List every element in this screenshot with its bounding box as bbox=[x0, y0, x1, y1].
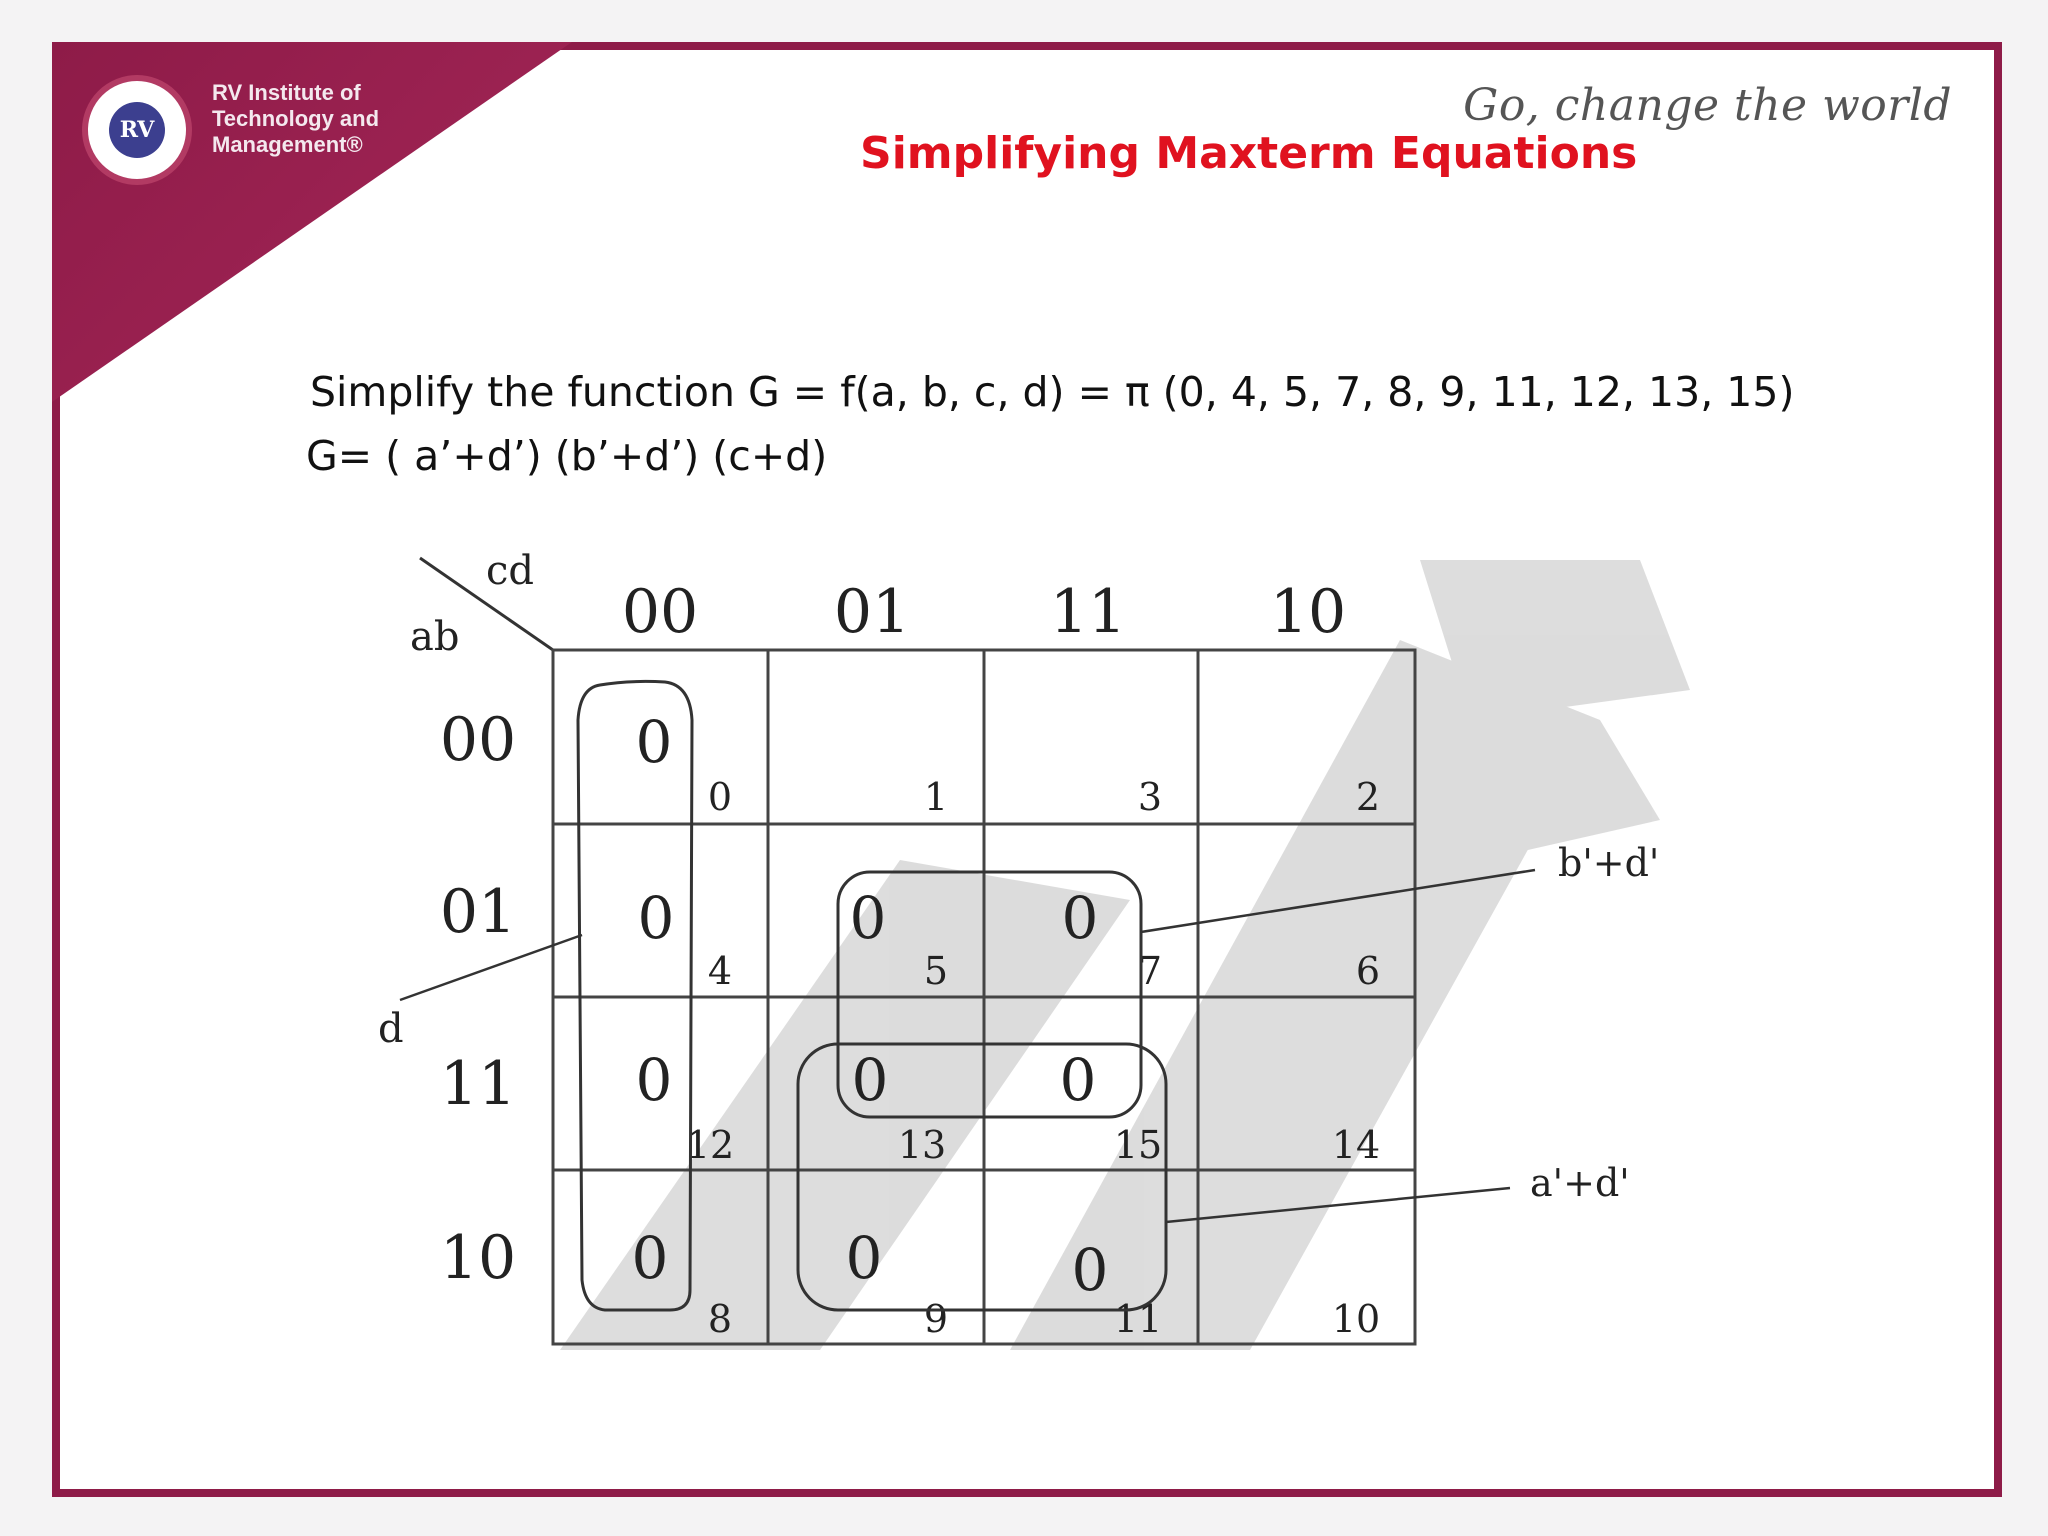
kmap-cell-index: 12 bbox=[685, 1123, 735, 1167]
slide-title: Simplifying Maxterm Equations bbox=[860, 128, 1638, 179]
kmap-cell-value: 0 bbox=[637, 884, 675, 952]
kmap-col-header: 10 bbox=[1269, 577, 1347, 647]
kmap-cell-value: 0 bbox=[1061, 884, 1099, 952]
kmap-row-header: 00 bbox=[439, 705, 517, 775]
kmap-row-header: 10 bbox=[439, 1223, 517, 1293]
kmap-cell-value: 0 bbox=[851, 1046, 889, 1114]
institute-name-line-3: Management® bbox=[212, 132, 363, 157]
kmap-cell-index: 3 bbox=[1137, 775, 1163, 819]
kmap-col-variable: cd bbox=[486, 548, 535, 594]
kmap-cell-value: 0 bbox=[1071, 1236, 1109, 1304]
kmap-cell-index: 7 bbox=[1137, 949, 1163, 993]
kmap-cell-index: 9 bbox=[923, 1297, 949, 1341]
kmap-cell-index: 14 bbox=[1331, 1123, 1381, 1167]
kmap-cell-index: 6 bbox=[1355, 949, 1381, 993]
kmap-row-variable: ab bbox=[410, 614, 460, 660]
kmap-cell-value: 0 bbox=[635, 1046, 673, 1114]
kmap-cell-index: 2 bbox=[1355, 775, 1381, 819]
kmap-cell-index: 8 bbox=[707, 1297, 733, 1341]
problem-statement: Simplify the function G = f(a, b, c, d) = π (0, 4, 5, 7, 8, 9, 11, 12, 13, 15) bbox=[310, 368, 1795, 416]
simplified-answer: G= ( a’+d’) (b’+d’) (c+d) bbox=[306, 432, 828, 480]
kmap-row-header: 01 bbox=[439, 877, 517, 947]
tagline: Go, change the world bbox=[1463, 80, 1952, 131]
kmap-col-header: 01 bbox=[833, 577, 911, 647]
kmap-col-header: 00 bbox=[621, 577, 699, 647]
group-label-b-prime-d-prime: b'+d' bbox=[1558, 841, 1660, 885]
kmap-cell-index: 15 bbox=[1113, 1123, 1163, 1167]
kmap-col-header: 11 bbox=[1049, 577, 1127, 647]
kmap-row-headers bbox=[440, 705, 516, 1293]
kmap-row-header: 11 bbox=[439, 1049, 517, 1119]
group-label-a-prime-d-prime: a'+d' bbox=[1530, 1161, 1630, 1205]
kmap-column-headers bbox=[622, 577, 1346, 647]
institute-name-line-2: Technology and bbox=[212, 106, 380, 131]
kmap-cell-value: 0 bbox=[635, 708, 673, 776]
kmap-cell-value: 0 bbox=[849, 884, 887, 952]
kmap-cell-value: 0 bbox=[1059, 1046, 1097, 1114]
kmap-cell-index: 11 bbox=[1113, 1297, 1163, 1341]
logo-initials: RV bbox=[109, 102, 165, 158]
group-label-d: d bbox=[378, 1006, 404, 1052]
kmap-cell-index: 5 bbox=[923, 949, 949, 993]
kmap-cell-index: 10 bbox=[1331, 1297, 1381, 1341]
kmap-cell-index: 1 bbox=[923, 775, 949, 819]
kmap-cell-index: 4 bbox=[707, 949, 733, 993]
institute-name-line-1: RV Institute of bbox=[212, 80, 361, 105]
kmap-cell-value: 0 bbox=[631, 1224, 669, 1292]
kmap-cell-index: 0 bbox=[707, 775, 733, 819]
kmap-cell-index: 13 bbox=[897, 1123, 947, 1167]
kmap-cell-value: 0 bbox=[845, 1224, 883, 1292]
